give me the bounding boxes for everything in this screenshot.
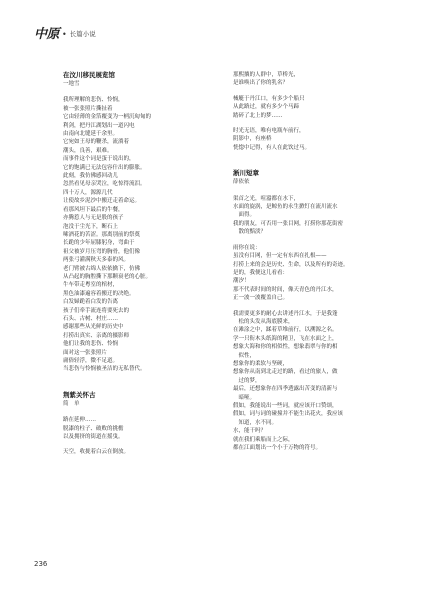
poem-section — [233, 71, 365, 152]
poem-line: 想象你的柔软与坚硬， — [233, 360, 289, 367]
poem-section — [63, 71, 195, 374]
poem-line: 黑色油漆遍容着搬迁的决绝。 — [63, 290, 135, 297]
poem-line: 正一波一波覆盖自己。 — [233, 295, 289, 302]
poem-title: 淅川短章 — [233, 169, 259, 178]
poem-line: 当悲伤与怜悯被圣洁的无私替代。 — [63, 366, 146, 373]
poem-line: 假如，词与词的碰撞并不能生出花火，我应该 — [233, 411, 344, 418]
poem-author: 简 单 — [63, 400, 80, 407]
poem-line: 它的饱满已无法包容什出的膨胀。 — [63, 164, 146, 171]
poem-section — [233, 169, 365, 452]
poem-line: 孩子们牵手流连将要死去的 — [63, 307, 130, 314]
stanza — [63, 448, 195, 456]
section-spacer — [233, 152, 365, 169]
poem-line: 踏碎了北上的梦…… — [233, 112, 283, 119]
poem-line: 庸俗轻浮，微不足道。 — [63, 358, 119, 364]
poem-line: 它由轻薄的金箔覆变为一柄沉甸甸的 — [63, 114, 152, 121]
stanza-spacer — [233, 120, 365, 127]
poem-line: 让使故乡泥沙中搬迁走着命运。 — [63, 198, 141, 205]
series-title: 长篇小说 — [69, 30, 96, 39]
separator-dot: • — [62, 29, 67, 39]
poem-line: 两张弓灌满秋天多泰的风。 — [63, 257, 130, 264]
poem-line: 水面的旋涡，是鲸鱼的永生掀钉在流川流水 — [233, 204, 338, 211]
poem-line: 潮头，良善，艰难。 — [63, 147, 113, 154]
poem-line: 械艇于丹江口，有多少个船只 — [233, 95, 305, 102]
poem-line: 看那风坦下最后的牛餐， — [63, 206, 124, 213]
poem-line: 由南向北缝延千余里。 — [63, 131, 119, 138]
stanza — [233, 95, 365, 120]
stanza — [233, 127, 365, 152]
poem-line: 想象你从南到北走过的路，看过的旅人，做 — [233, 369, 338, 376]
poem-author: 一地雪 — [63, 81, 80, 87]
poem-line: 它宛如王母的鞭杀，流淌着 — [63, 139, 130, 146]
poem-line: 渠首之光，喧嚣都在水下， — [233, 195, 300, 202]
poem-line: 那熙攘的人群中，草桥光， — [233, 72, 300, 78]
poem-line: 雨你在说： — [233, 244, 261, 251]
poem-line: 最后，还想象你在四季透露出苦变的清新与 — [233, 386, 338, 393]
poem-line: 在滩涂之中，蹂着草堆前行，以溯源之名。 — [233, 327, 338, 334]
poem-line: 石头、古树、村庄…… — [63, 315, 119, 322]
poem-line: 白发婦跪着白发的告离 — [63, 299, 119, 306]
section-spacer — [63, 374, 195, 391]
poem-line: 被一张张照片撕扯着 — [63, 105, 113, 112]
poem-title: 荆紫关怀古 — [63, 390, 96, 399]
poem-line: 过的梦， — [238, 377, 261, 384]
stanza — [63, 416, 195, 441]
poem-line: 脱漆的柱子、破败的挑檐 — [63, 425, 124, 432]
poem-line: 恍惚中记得，有人在此饮过马。 — [233, 144, 311, 151]
poem-line: 潮汐！ — [233, 278, 250, 285]
poem-line: 打捞上来的会是历史、生命，以及所有的奇迹。 — [233, 261, 349, 268]
page-header — [34, 28, 96, 41]
poem-line: 牛车带走粤室的棺材， — [63, 282, 119, 289]
line-spacer — [233, 237, 365, 244]
poem-line: 暗哑。 — [238, 394, 256, 401]
poem-line: 打捞出真实、亲离的摄影师 — [63, 332, 130, 339]
stanza — [233, 310, 365, 453]
poem-line: 散的黯淡？ — [238, 229, 267, 236]
poem-line: 我的朋友，可否用一张目网，打捞你那花街密 — [233, 220, 344, 227]
stanza-spacer — [63, 441, 195, 448]
stanza — [63, 96, 195, 373]
poem-section — [63, 391, 195, 457]
page-number: 236 — [34, 560, 48, 568]
poem-line: 面对这一张张照片 — [63, 349, 108, 356]
stanza-spacer — [233, 303, 365, 310]
poem-line: 长跪的少年屈膝躬身，弯曲于 — [63, 240, 135, 247]
poem-line: 从凸起的胸腔撕下那颗衰老的心脏。 — [63, 273, 152, 280]
poem-line: 学一只衔木头纸海的精卫，飞在水面之上， — [233, 335, 338, 342]
left-column — [63, 71, 195, 457]
poem-line: 想象大海和你的相似性，想象翡翠与你的相 — [233, 344, 338, 351]
poem-line: 似性， — [238, 352, 256, 359]
poem-line: 祖父被岁月压弯的胸骨，他们像 — [63, 248, 141, 255]
poem-line: 泡没于尘光下，断石上 — [63, 223, 119, 230]
stanza — [233, 195, 365, 303]
stanza-spacer — [233, 88, 365, 95]
poem-line: 嗦酒花的苦涩。那离别前的祭奠 — [63, 231, 141, 238]
poem-line: 他们让我的悲伤、怜悯 — [63, 341, 119, 348]
poem-line: 利剑，把丹江湖划出一道闪电 — [63, 122, 135, 129]
stanza — [233, 71, 365, 88]
poem-author: 薛依依 — [233, 179, 250, 186]
poem-line: 我需要更多的耐心去讲述丹江水，于是我蓬 — [233, 310, 338, 317]
poem-line: 从此路过，就有多少个马蹄 — [233, 104, 300, 111]
poem-line: 阴影中，有座桥 — [233, 136, 272, 143]
poem-line: 是的，我便这儿看看： — [233, 269, 289, 276]
poem-line: 知道，水不同。 — [238, 419, 278, 426]
poem-title: 在汶川移民展览馆 — [63, 71, 115, 79]
poem-line: 路在延伸…… — [63, 417, 97, 424]
poem-line: 亦腾惹人与无是股的孩子 — [63, 215, 124, 222]
poem-line: 此刻，我仿佛感回动儿 — [63, 173, 119, 180]
poem-line: 忽然看见母亲哭泣，吃惊得流泪。 — [63, 181, 146, 188]
poem-line: 松的头发从海底膜来， — [238, 318, 294, 325]
poem-line: 是谁唤出了你的乳名？ — [233, 80, 289, 87]
poem-line: 四十万人，源源几代 — [63, 189, 113, 196]
poem-line: 就在我们乘船而上之际， — [233, 436, 294, 443]
poem-line: 水，能干吗？ — [233, 428, 267, 435]
poem-line: 面得。 — [238, 212, 256, 219]
poem-line: 假如，我能说出一些词，就应该开口赞颂， — [233, 403, 338, 409]
poem-line: 时光无语，唯有电瓶车前行， — [233, 128, 305, 135]
magazine-logo: 中原 — [34, 27, 60, 42]
poem-line: 感谢那些从光鲜的历史中 — [63, 324, 124, 331]
poem-line: 老门臂被古绵人依依擒下，仿佛 — [63, 265, 141, 272]
poem-line: 我所理解的悲伤、怜悯， — [63, 97, 124, 104]
poem-line: 天空，收拢着白云在倒放。 — [63, 449, 130, 456]
poem-line: 都在江面划出一个小于万物的符号。 — [233, 445, 322, 452]
poem-line: 以及拥挤的街道在摇曳。 — [63, 434, 124, 441]
poem-line: 虽没有目网，但一定有东西在扎根—— — [233, 253, 327, 260]
poem-line: 那不代表时间的时间，像天青色的丹江水， — [233, 286, 338, 293]
poem-line: 而事件这个词是蛋于说出的， — [63, 156, 135, 163]
right-column — [233, 71, 365, 452]
